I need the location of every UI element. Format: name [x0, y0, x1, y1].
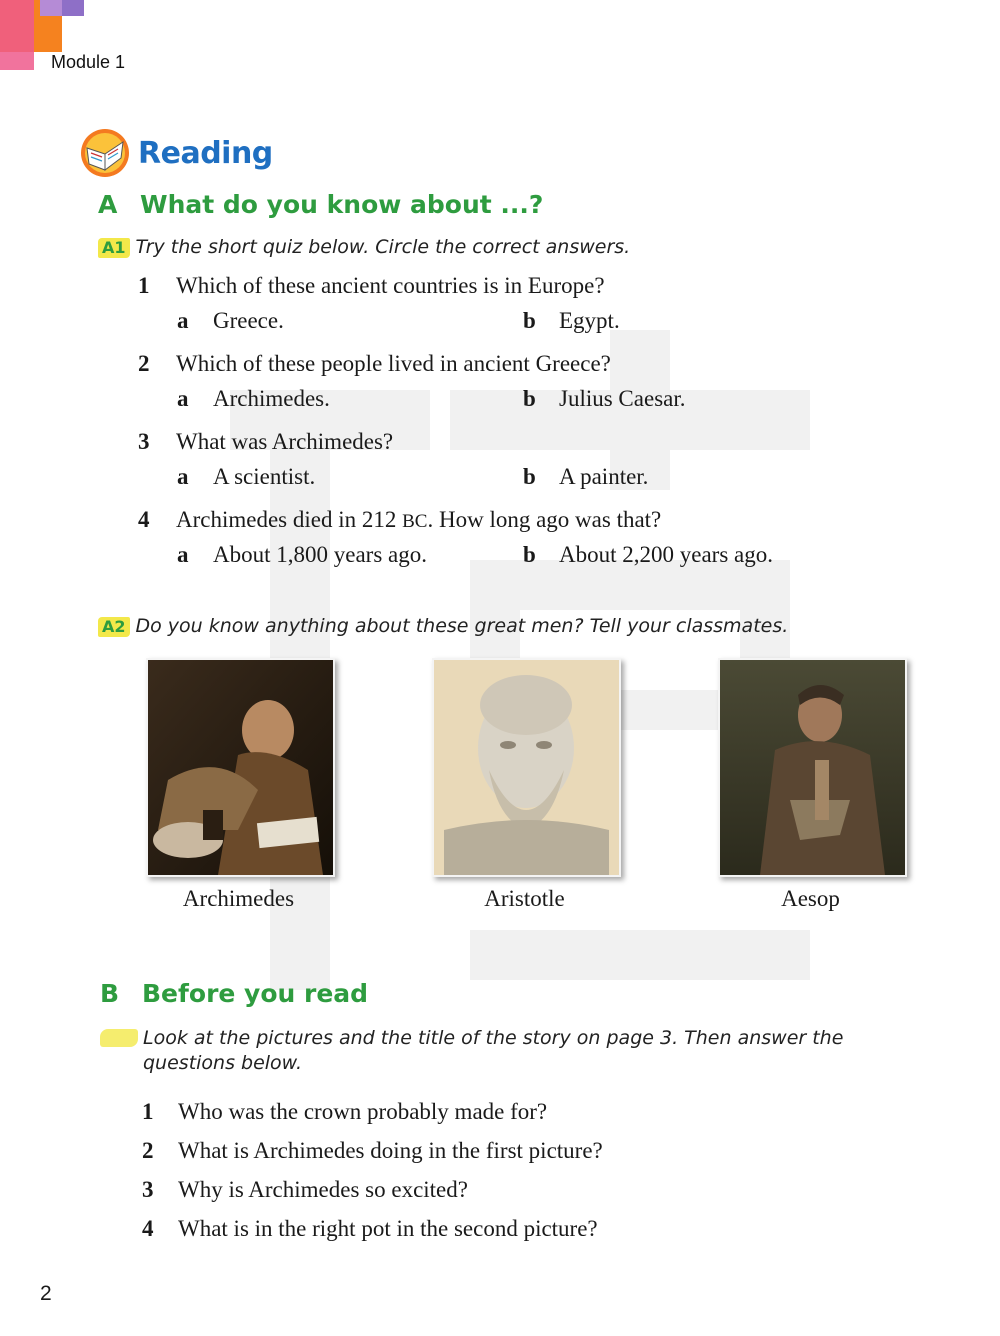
quiz-1-option-b[interactable]: b Egypt. — [523, 308, 620, 333]
quiz-4-option-a[interactable]: a About 1,800 years ago. — [177, 542, 427, 567]
b-question-4: 4 What is in the right pot in the second picture? — [142, 1216, 598, 1241]
page-number: 2 — [40, 1282, 52, 1305]
a2-tag: A2 — [98, 617, 130, 637]
b-instruction — [100, 1026, 920, 1076]
quiz-question-4: 4 Archimedes died in 212 BC. How long ago was that? — [138, 507, 662, 532]
section-a-title: What do you know about ...? — [140, 190, 544, 219]
quiz-3-option-b[interactable]: b A painter. — [523, 464, 649, 489]
quiz-1-option-a[interactable]: a Greece. — [177, 308, 284, 333]
section-a-letter: A — [98, 190, 118, 219]
aristotle-caption: Aristotle — [484, 886, 565, 911]
section-b-title: Before you read — [142, 979, 369, 1008]
a1-instruction-text: Try the short quiz below. Circle the correct answers. — [135, 236, 631, 258]
b-question-2: 2 What is Archimedes doing in the first picture? — [142, 1138, 603, 1163]
a2-instruction — [98, 615, 788, 637]
a2-instruction-text: Do you know anything about these great men? Tell your classmates. — [135, 615, 789, 637]
a1-tag: A1 — [98, 238, 130, 258]
open-book-icon — [80, 128, 130, 178]
quiz-2-option-a[interactable]: a Archimedes. — [177, 386, 330, 411]
b-tag-highlight — [100, 1029, 138, 1047]
quiz-question-2: 2 Which of these people lived in ancient Greece? — [138, 351, 611, 376]
aristotle-portrait — [432, 658, 621, 877]
module-label: Module 1 — [51, 52, 126, 72]
section-a-heading — [98, 190, 543, 219]
archimedes-portrait — [146, 658, 335, 877]
quiz-4-option-b[interactable]: b About 2,200 years ago. — [523, 542, 773, 567]
b-instruction-text: Look at the pictures and the title of the story on page 3. Then answer the questions below. — [143, 1027, 844, 1074]
quiz-question-1: 1 Which of these ancient countries is in Europe? — [138, 273, 605, 298]
aesop-caption: Aesop — [781, 886, 840, 911]
quiz-question-3: 3 What was Archimedes? — [138, 429, 394, 454]
b-question-3: 3 Why is Archimedes so excited? — [142, 1177, 468, 1202]
section-b-heading — [100, 979, 368, 1008]
reading-title: Reading — [138, 135, 273, 171]
quiz-2-option-b[interactable]: b Julius Caesar. — [523, 386, 686, 411]
era-bc: BC — [402, 511, 428, 532]
section-b-letter: B — [100, 979, 120, 1008]
quiz-3-option-a[interactable]: a A scientist. — [177, 464, 316, 489]
reading-heading — [80, 127, 273, 179]
archimedes-caption: Archimedes — [182, 886, 295, 911]
aesop-portrait — [718, 658, 907, 877]
b-question-1: 1 Who was the crown probably made for? — [142, 1099, 548, 1124]
a1-instruction — [98, 236, 630, 258]
